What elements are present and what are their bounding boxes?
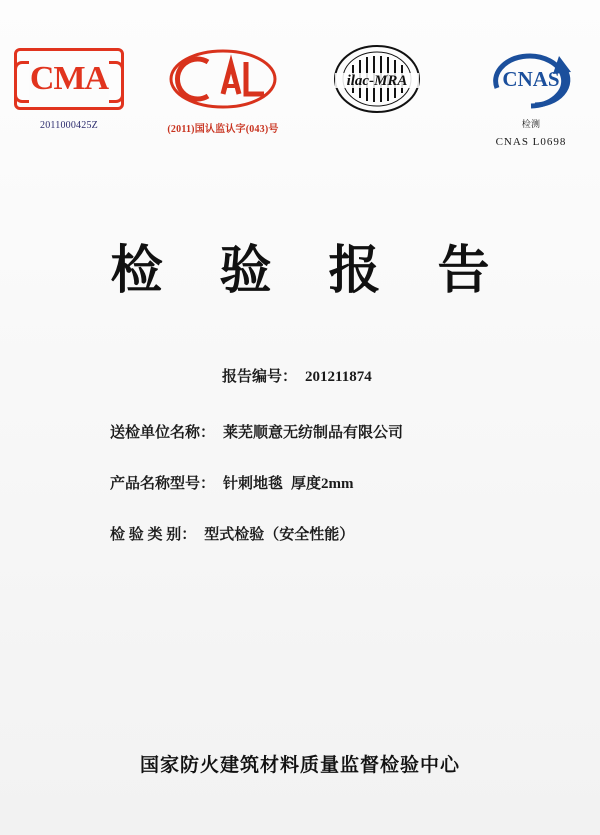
- cma-mark-block: [9, 44, 129, 131]
- cal-caption: (2011)国认监认字(043)号: [167, 124, 279, 135]
- cma-mark-text: CMA: [29, 60, 109, 97]
- product-label: 产品名称型号：: [110, 476, 216, 492]
- field-row-product: [0, 472, 600, 493]
- cma-mark-icon: [14, 44, 124, 114]
- report-number-label: 报告编号：: [222, 369, 298, 385]
- field-row-inspection-type: [0, 523, 600, 544]
- svg-text:ilac-MRA: ilac-MRA: [346, 73, 408, 89]
- report-number-value: 201211874: [305, 369, 372, 385]
- inspection-type-label: 检 验 类 别：: [110, 527, 197, 543]
- product-value: 针刺地毯: [223, 476, 284, 492]
- cal-mark-block: [163, 44, 283, 135]
- cma-caption: 2011000425Z: [40, 120, 98, 131]
- ilac-mra-mark-icon: [331, 44, 423, 114]
- report-fields: [0, 365, 600, 574]
- cal-mark-icon: [168, 44, 278, 114]
- page-title: 检 验 报 告: [110, 243, 512, 300]
- field-row-client: [0, 421, 600, 442]
- client-label: 送检单位名称：: [110, 425, 216, 441]
- product-thickness-value: 厚度2mm: [291, 476, 354, 492]
- cnas-caption: CNAS L0698: [495, 135, 567, 148]
- issuing-institution: 国家防火建筑材料质量监督检验中心: [139, 755, 460, 776]
- ilac-mark-block: [317, 44, 437, 120]
- inspection-type-value: 型式检验（安全性能）: [204, 527, 355, 543]
- accreditation-marks-row: [0, 44, 600, 159]
- cnas-mark-block: [471, 44, 591, 148]
- client-value: 莱芜顺意无纺制品有限公司: [223, 425, 404, 441]
- cnas-mark-icon: [485, 44, 577, 114]
- field-row-report-number: [0, 365, 600, 386]
- cnas-caption-cn: 检测: [521, 119, 541, 129]
- svg-text:CNAS: CNAS: [502, 67, 560, 91]
